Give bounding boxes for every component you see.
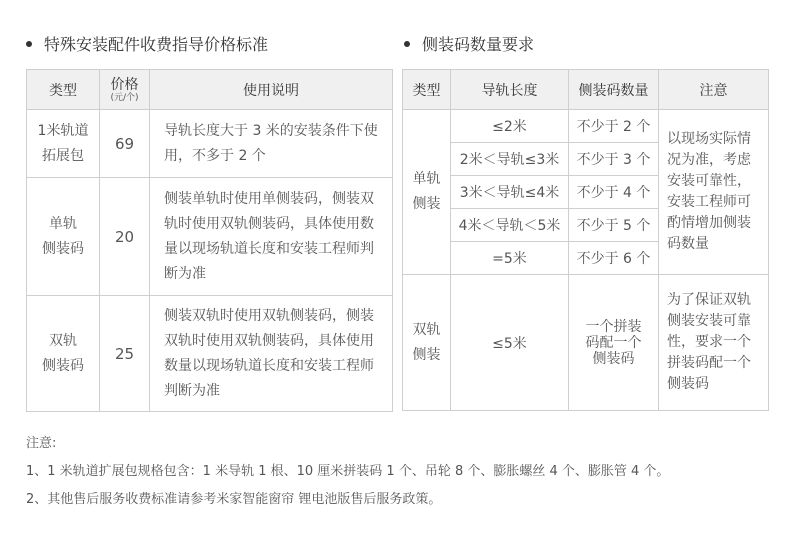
row-usage: 导轨长度大于 3 米的安装条件下使用，不多于 2 个 xyxy=(150,110,393,178)
header-price-label: 价格 xyxy=(110,76,139,93)
table-header-row xyxy=(27,70,393,110)
row-price: 69 xyxy=(100,110,150,178)
double-type: 双轨 侧装 xyxy=(403,275,451,411)
single-note: 以现场实际情况为准，考虑安装可靠性，安装工程师可酌情增加侧装码数量 xyxy=(659,110,769,275)
quantity-table xyxy=(402,69,769,411)
row-count: 不少于 3 个 xyxy=(569,143,659,176)
bullet-icon xyxy=(404,41,410,47)
notes-block xyxy=(26,430,669,514)
row-count: 不少于 5 个 xyxy=(569,209,659,242)
row-count: 不少于 4 个 xyxy=(569,176,659,209)
table-row xyxy=(27,296,393,412)
header-note: 注意 xyxy=(659,70,769,110)
bullet-icon xyxy=(26,41,32,47)
table-row xyxy=(27,178,393,296)
note-item: 1、1 米轨道扩展包规格包含：1 米导轨 1 根、10 厘米拼装码 1 个、吊轮 8 个、膨胀螺丝 4 个、膨胀管 4 个。 xyxy=(26,464,670,479)
row-length: 2米＜导轨≤3米 xyxy=(451,143,569,176)
row-length: =5米 xyxy=(451,242,569,275)
row-length: ≤5米 xyxy=(451,275,569,411)
row-type: 单轨 侧装码 xyxy=(27,178,100,296)
section-title-text: 特殊安装配件收费指导价格标准 xyxy=(44,35,269,54)
row-price: 25 xyxy=(100,296,150,412)
header-usage: 使用说明 xyxy=(150,70,393,110)
row-usage: 侧装双轨时使用双轨侧装码，侧装双轨时使用双轨侧装码，具体使用数量以现场轨道长度和安装工程师判断为准 xyxy=(150,296,393,412)
table-row xyxy=(27,110,393,178)
row-type: 双轨 侧装码 xyxy=(27,296,100,412)
row-length: 4米＜导轨＜5米 xyxy=(451,209,569,242)
table-row xyxy=(403,275,769,411)
row-length: ≤2米 xyxy=(451,110,569,143)
header-length: 导轨长度 xyxy=(451,70,569,110)
table-row xyxy=(403,110,769,143)
header-type: 类型 xyxy=(27,70,100,110)
row-count: 不少于 6 个 xyxy=(569,242,659,275)
double-note: 为了保证双轨侧装安装可靠性，要求一个拼装码配一个侧装码 xyxy=(659,275,769,411)
section-title-quantity xyxy=(404,32,534,55)
header-price xyxy=(100,70,150,110)
notes-heading: 注意: xyxy=(26,436,57,451)
note-item: 2、其他售后服务收费标准请参考米家智能窗帘 锂电池版售后服务政策。 xyxy=(26,492,442,507)
header-type: 类型 xyxy=(403,70,451,110)
single-type: 单轨 侧装 xyxy=(403,110,451,275)
table-header-row xyxy=(403,70,769,110)
header-count: 侧装码数量 xyxy=(569,70,659,110)
header-price-unit: (元/个) xyxy=(110,92,139,103)
section-title-pricing xyxy=(26,32,268,55)
row-count: 不少于 2 个 xyxy=(569,110,659,143)
row-length: 3米＜导轨≤4米 xyxy=(451,176,569,209)
row-price: 20 xyxy=(100,178,150,296)
pricing-table xyxy=(26,69,393,412)
row-usage: 侧装单轨时使用单侧装码，侧装双轨时使用双轨侧装码，具体使用数量以现场轨道长度和安装工程师判断为准 xyxy=(150,178,393,296)
row-type: 1米轨道 拓展包 xyxy=(27,110,100,178)
section-title-text: 侧装码数量要求 xyxy=(422,35,535,54)
row-count: 一个拼装码配一个侧装码 xyxy=(569,275,659,411)
